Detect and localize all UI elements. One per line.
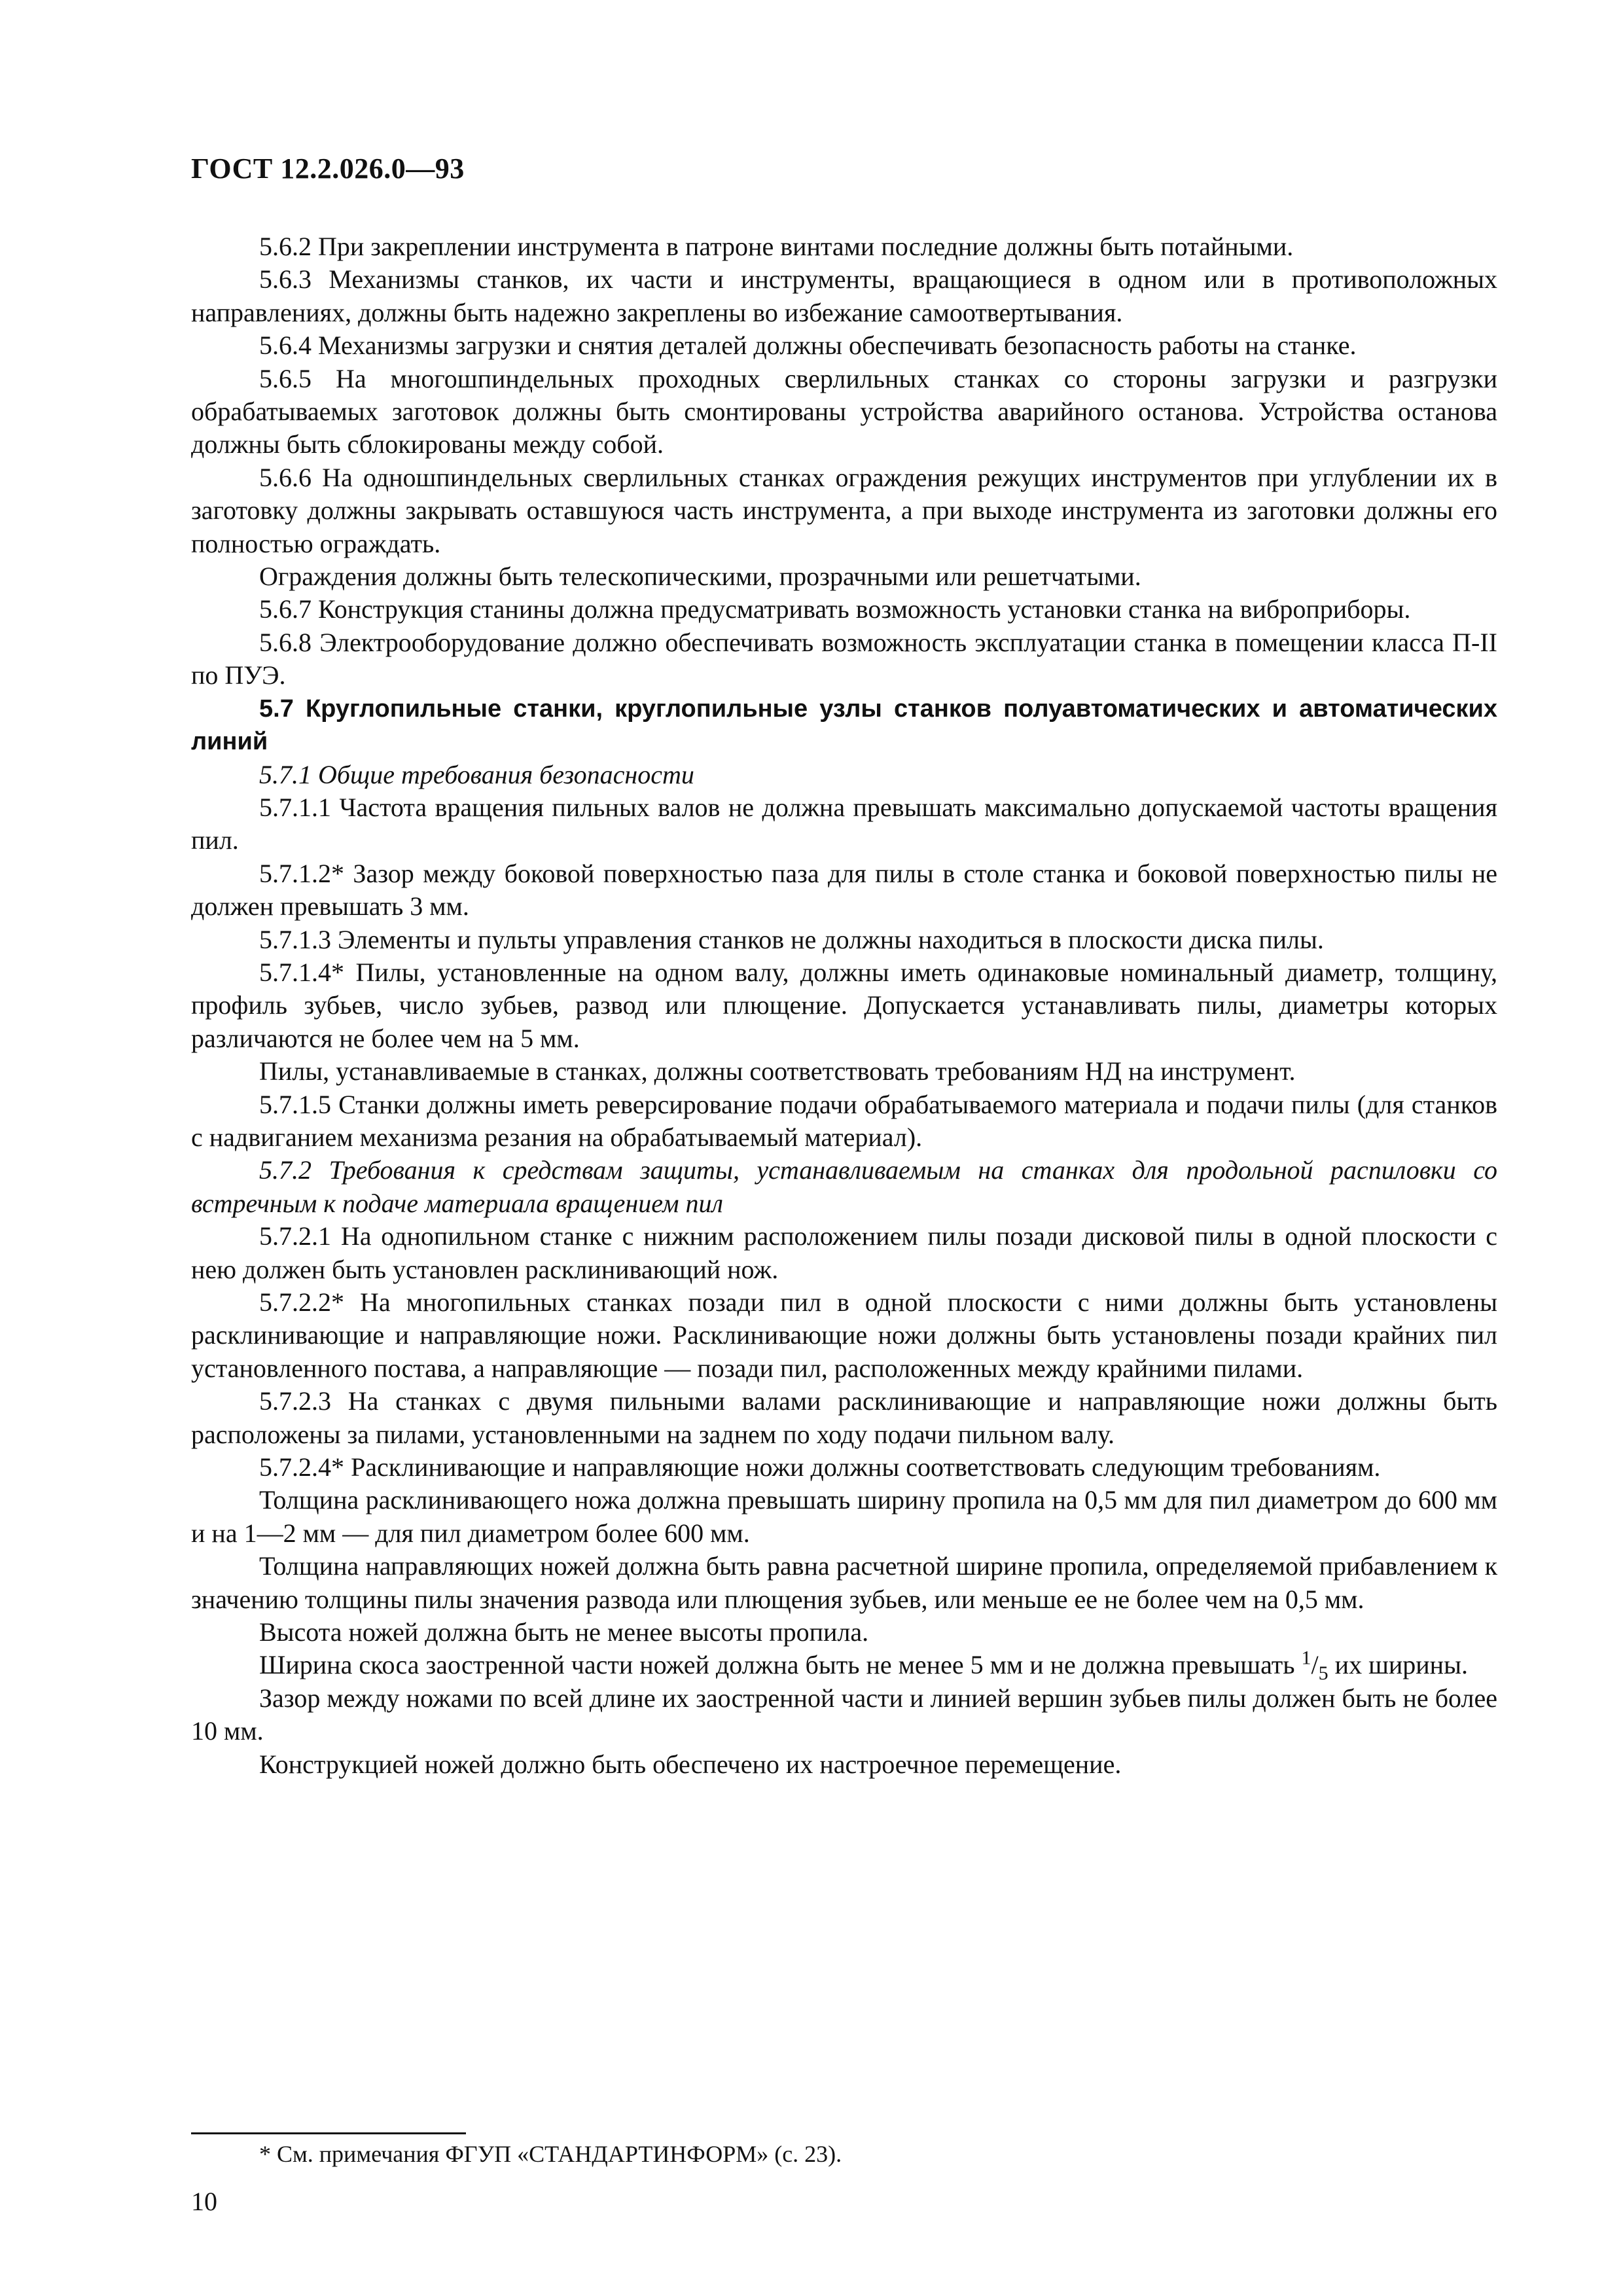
paragraph: 5.6.7 Конструкция станины должна предусматривать возможность установки станка на виброприборы. bbox=[259, 594, 1411, 624]
paragraph: 5.7.1.5 Станки должны иметь реверсирование подачи обрабатываемого материала и подачи пилы (для станков с надвиганием механизма резания на обрабатываемый материал). bbox=[191, 1089, 1497, 1152]
paragraph: 5.6.6 На одношпиндельных сверлильных станках ограждения режущих инструментов при углублении их в заготовку должны закрывать оставшуюся часть инструмента, а при выходе инструмента из заготовки должны его полностью ограждать. bbox=[191, 462, 1497, 558]
page-number: 10 bbox=[191, 2187, 217, 2216]
document-body bbox=[191, 230, 1497, 1781]
paragraph: 5.7.1.3 Элементы и пульты управления станков не должны находиться в плоскости диска пилы. bbox=[259, 924, 1324, 954]
paragraph: 5.6.4 Механизмы загрузки и снятия деталей должны обеспечивать безопасность работы на станке. bbox=[259, 331, 1357, 361]
fraction-denominator: 5 bbox=[1318, 1662, 1329, 1685]
paragraph: 5.7.1.4* Пилы, установленные на одном валу, должны иметь одинаковые номинальный диаметр, толщину, профиль зубьев, число зубьев, развод или плющение. Допускается устанавливать пилы, диаметры которых различаются не более чем на 5 мм. bbox=[191, 957, 1497, 1053]
paragraph: 5.6.5 На многошпиндельных проходных сверлильных станках со стороны загрузки и разгрузки обрабатываемых заготовок должны быть смонтированы устройства аварийного останова. Устройства останова должны быть сблокированы между собой. bbox=[191, 363, 1497, 459]
paragraph: 5.6.2 При закреплении инструмента в патроне винтами последние должны быть потайными. bbox=[259, 232, 1294, 261]
fraction: $^1/_5$ bbox=[1301, 1647, 1329, 1685]
paragraph: Ограждения должны быть телескопическими, прозрачными или решетчатыми. bbox=[259, 562, 1141, 592]
paragraph: Высота ножей должна быть не менее высоты пропила. bbox=[259, 1617, 869, 1647]
subsection-heading: 5.7.2 Требования к средствам защиты, устанавливаемым на станках для продольной распиловки со встречным к подаче материала вращением пил bbox=[191, 1155, 1497, 1218]
paragraph: 5.7.2.3 На станках с двумя пильными валами расклинивающие и направляющие ножи должны быть расположены за пилами, установленными на заднем по ходу подачи пильном валу. bbox=[191, 1386, 1497, 1449]
paragraph: 5.6.8 Электрооборудование должно обеспечивать возможность эксплуатации станка в помещении класса П-II по ПУЭ. bbox=[191, 627, 1497, 691]
footnote: * См. примечания ФГУП «СТАНДАРТИНФОРМ» (с. 23). bbox=[259, 2141, 842, 2167]
footnote-divider bbox=[191, 2132, 466, 2134]
paragraph: Конструкцией ножей должно быть обеспечено их настроечное перемещение. bbox=[259, 1749, 1122, 1779]
subsection-heading: 5.7.1 Общие требования безопасности bbox=[259, 759, 694, 789]
paragraph: 5.7.1.1 Частота вращения пильных валов не должна превышать максимально допускаемой частоты вращения пил. bbox=[191, 792, 1497, 855]
standard-code-header: ГОСТ 12.2.026.0—93 bbox=[191, 152, 465, 185]
paragraph-text: Ширина скоса заостренной части ножей должна быть не менее 5 мм и не должна превышать bbox=[259, 1650, 1295, 1680]
paragraph: Толщина направляющих ножей должна быть равна расчетной ширине пропила, определяемой прибавлением к значению толщины пилы значения развода или плющения зубьев, или меньше ее не более чем на 0,5 мм. bbox=[191, 1551, 1497, 1614]
paragraph: Пилы, устанавливаемые в станках, должны соответствовать требованиям НД на инструмент. bbox=[259, 1056, 1296, 1086]
section-heading: 5.7 Круглопильные станки, круглопильные узлы станков полуавтоматических и автоматических линий bbox=[191, 694, 1497, 756]
fraction-numerator: 1 bbox=[1301, 1647, 1311, 1670]
paragraph: 5.7.2.2* На многопильных станках позади пил в одной плоскости с ними должны быть установлены расклинивающие и направляющие ножи. Расклинивающие ножи должны быть установлены позади крайних пил установленного постава, а направляющие — позади пил, расположенных между крайними пилами. bbox=[191, 1287, 1497, 1383]
paragraph-text-tail: их ширины. bbox=[1328, 1650, 1468, 1680]
paragraph: 5.6.3 Механизмы станков, их части и инструменты, вращающиеся в одном или в противоположных направлениях, должны быть надежно закреплены во избежание самоотвертывания. bbox=[191, 264, 1497, 327]
paragraph: 5.7.2.4* Расклинивающие и направляющие ножи должны соответствовать следующим требованиям. bbox=[259, 1452, 1381, 1482]
paragraph-with-fraction bbox=[191, 1647, 1497, 1685]
paragraph: Толщина расклинивающего ножа должна превышать ширину пропила на 0,5 мм для пил диаметром до 600 мм и на 1—2 мм — для пил диаметром более 600 мм. bbox=[191, 1485, 1497, 1548]
paragraph: Зазор между ножами по всей длине их заостренной части и линией вершин зубьев пилы должен быть не более 10 мм. bbox=[191, 1683, 1497, 1746]
paragraph: 5.7.1.2* Зазор между боковой поверхностью паза для пилы в столе станка и боковой поверхностью пилы не должен превышать 3 мм. bbox=[191, 858, 1497, 922]
paragraph: 5.7.2.1 На однопильном станке с нижним расположением пилы позади дисковой пилы в одной плоскости с нею должен быть установлен расклинивающий нож. bbox=[191, 1221, 1497, 1284]
